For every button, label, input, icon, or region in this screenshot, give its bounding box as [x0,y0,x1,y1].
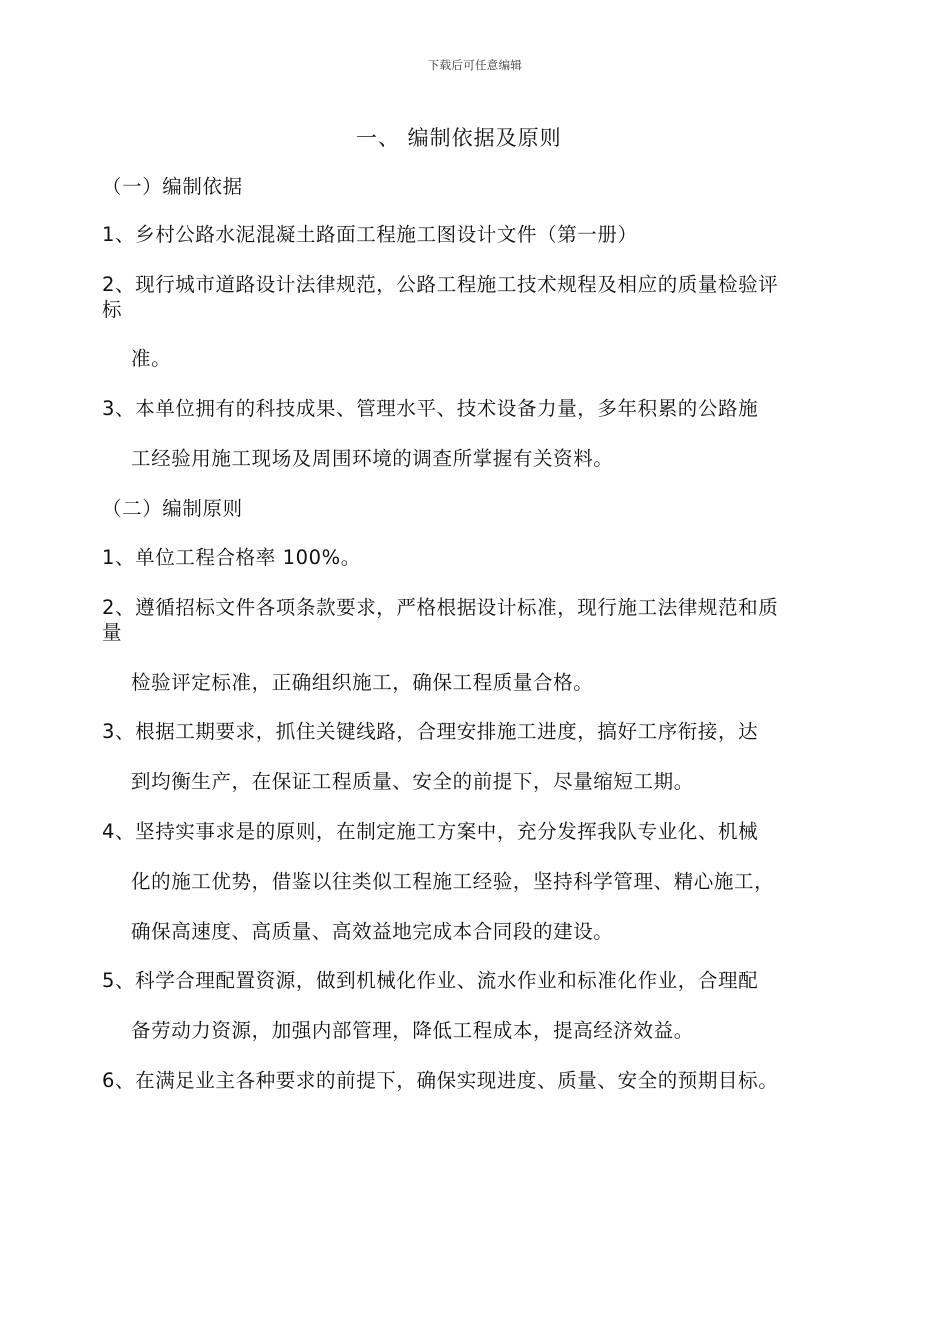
paragraph-line: 2、现行城市道路设计法律规范，公路工程施工技术规程及相应的质量检验评 [102,273,779,296]
section-title: 一、 编制依据及原则 [356,126,562,150]
paragraph-line: 标 [102,298,123,321]
paragraph-line: 4、坚持实事求是的原则，在制定施工方案中，充分发挥我队专业化、机械 [102,820,759,843]
subsection-heading-basis: （一）编制依据 [102,175,243,198]
paragraph-line: 6、在满足业主各种要求的前提下，确保实现进度、质量、安全的预期目标。 [102,1069,779,1092]
page-header-note: 下载后可任意编辑 [427,58,523,72]
paragraph-line: 5、科学合理配置资源，做到机械化作业、流水作业和标准化作业，合理配 [102,969,759,992]
subsection-heading-principles: （二）编制原则 [102,497,243,520]
paragraph-line: 检验评定标准，正确组织施工，确保工程质量合格。 [131,671,594,694]
paragraph-line: 准。 [131,347,172,370]
paragraph-line: 备劳动力资源，加强内部管理，降低工程成本，提高经济效益。 [131,1019,694,1042]
paragraph-line: 工经验用施工现场及周围环境的调查所掌握有关资料。 [131,447,614,470]
paragraph-line: 量 [102,621,123,644]
paragraph-line: 3、根据工期要求，抓住关键线路，合理安排施工进度，搞好工序衔接，达 [102,720,759,743]
paragraph-line: 1、乡村公路水泥混凝土路面工程施工图设计文件（第一册） [102,223,638,246]
paragraph-line: 确保高速度、高质量、高效益地完成本合同段的建设。 [131,920,614,943]
paragraph-line: 到均衡生产，在保证工程质量、安全的前提下，尽量缩短工期。 [131,770,694,793]
paragraph-line: 化的施工优势，借鉴以往类似工程施工经验，坚持科学管理、精心施工， [131,870,775,893]
paragraph-line: 1、单位工程合格率 100%。 [102,546,361,569]
paragraph-line: 3、本单位拥有的科技成果、管理水平、技术设备力量，多年积累的公路施 [102,397,759,420]
paragraph-line: 2、遵循招标文件各项条款要求，严格根据设计标准，现行施工法律规范和质 [102,596,779,619]
